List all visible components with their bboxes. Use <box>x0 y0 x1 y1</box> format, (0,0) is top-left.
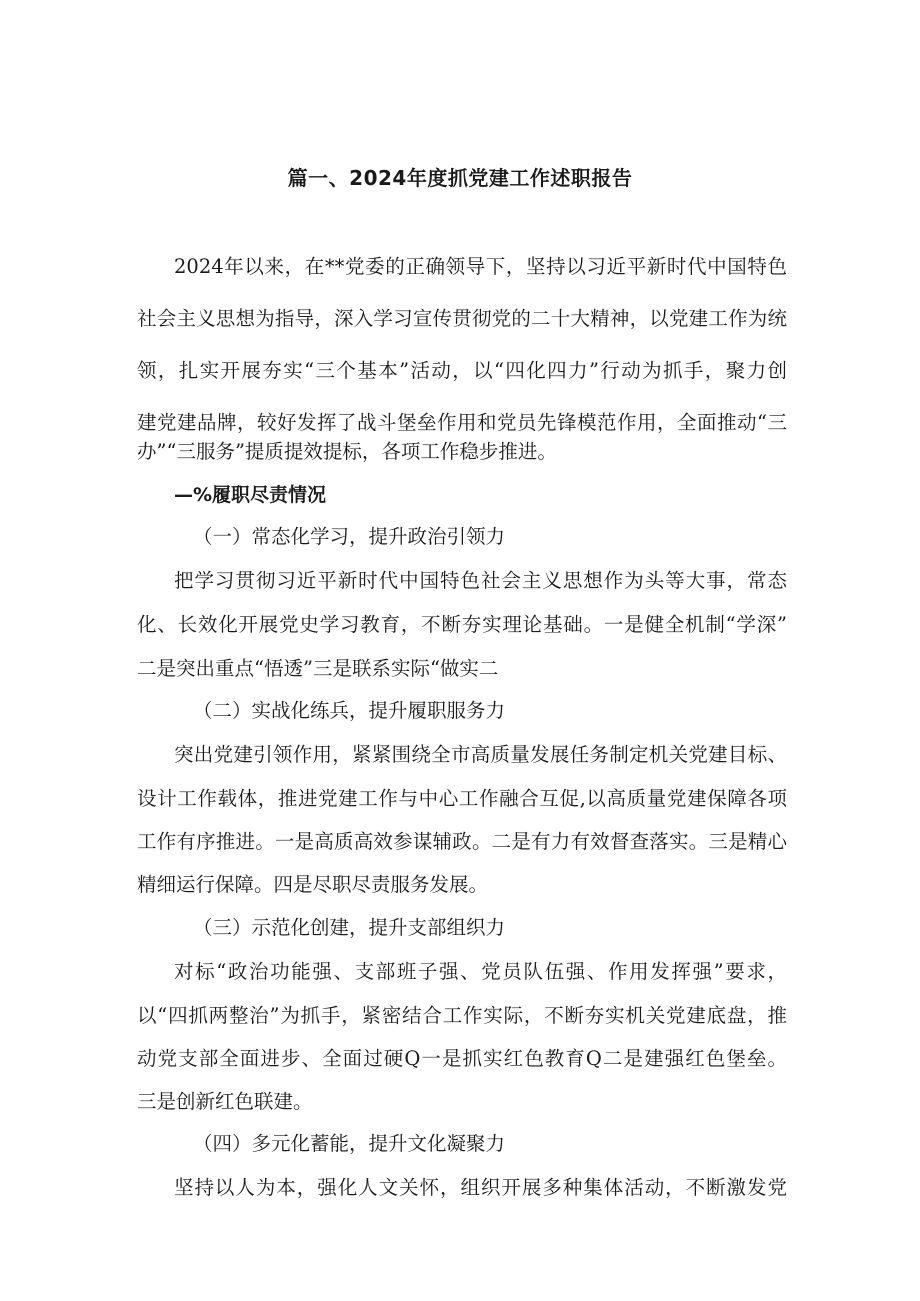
paragraph-line: 坚持以人为本，强化人文关怀，组织开展多种集体活动，不断激发党 <box>174 1176 787 1199</box>
paragraph-line: 设计工作载体，推进党建工作与中心工作融合互促,以高质量党建保障各项 <box>137 787 787 810</box>
paragraph-line: 对标“政治功能强、支部班子强、党员队伍强、作用发挥强”要求， <box>174 960 787 983</box>
paragraph-line: 工作有序推进。一是高质高效参谋辅政。二是有力有效督查落实。三是精心 <box>137 830 787 853</box>
section-heading: —%履职尽责情况 <box>174 484 327 506</box>
subsection-heading: （一）常态化学习，提升政治引领力 <box>193 525 506 548</box>
subsection-heading: （二）实战化练兵，提升履职服务力 <box>193 699 506 722</box>
paragraph-line: 三是创新红色联建。 <box>137 1090 313 1113</box>
paragraph-line: 化、长效化开展党史学习教育，不断夯实理论基础。一是健全机制“学深” <box>137 613 787 636</box>
paragraph-line: 以“四抓两整治”为抓手，紧密结合工作实际，不断夯实机关党建底盘，推 <box>137 1004 787 1027</box>
document-title: 篇一、2024年度抓党建工作述职报告 <box>287 166 633 190</box>
paragraph-line: 社会主义思想为指导，深入学习宣传贯彻党的二十大精神，以党建工作为统 <box>137 307 787 330</box>
paragraph-line: 领，扎实开展夯实“三个基本”活动，以“四化四力”行动为抓手，聚力创 <box>137 359 787 382</box>
paragraph-line: 2024年以来，在**党委的正确领导下，坚持以习近平新时代中国特色 <box>174 255 787 278</box>
paragraph-line: 二是突出重点“悟透”三是联系实际“做实二 <box>137 657 499 680</box>
paragraph-line: 建党建品牌，较好发挥了战斗堡垒作用和党员先锋模范作用，全面推动“三 <box>137 411 787 434</box>
subsection-heading: （三）示范化创建，提升支部组织力 <box>193 916 506 939</box>
subsection-heading: （四）多元化蓄能，提升文化凝聚力 <box>193 1132 506 1155</box>
paragraph-line: 动党支部全面进步、全面过硬Q一是抓实红色教育Q二是建强红色堡垒。 <box>137 1047 787 1070</box>
paragraph-line: 办”“三服务”提质提效提标，各项工作稳步推进。 <box>137 440 557 463</box>
paragraph-line: 精细运行保障。四是尽职尽责服务发展。 <box>137 873 489 896</box>
paragraph-line: 把学习贯彻习近平新时代中国特色社会主义思想作为头等大事，常态 <box>174 569 787 592</box>
paragraph-line: 突出党建引领作用，紧紧围绕全市高质量发展任务制定机关党建目标、 <box>174 743 787 766</box>
